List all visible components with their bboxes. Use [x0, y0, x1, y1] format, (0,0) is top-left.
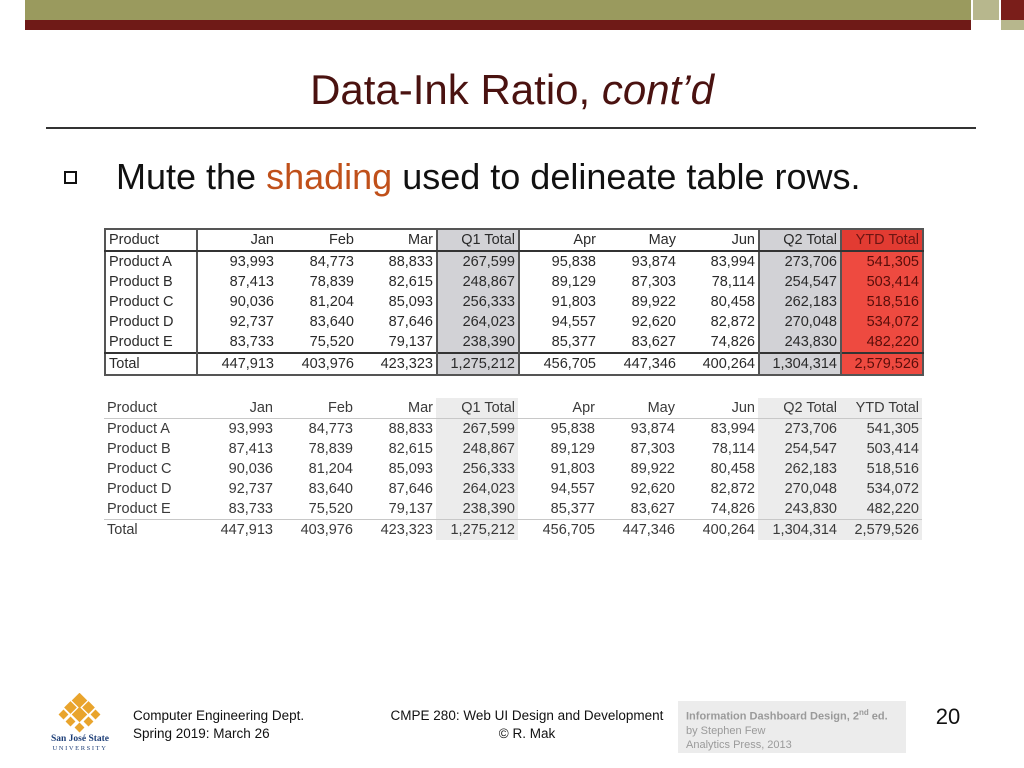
column-header: Jan [196, 398, 276, 419]
table-cell: 482,220 [840, 499, 922, 520]
table-cell: 400,264 [678, 520, 758, 541]
top-bar-square-1 [971, 0, 999, 20]
table-cell: 83,994 [710, 421, 755, 437]
table-cell: 93,874 [630, 421, 675, 437]
table-cell: 89,129 [550, 441, 595, 457]
table-cell: 262,183 [759, 292, 841, 312]
table-cell: 482,220 [841, 332, 923, 353]
table-cell: 256,333 [437, 292, 519, 312]
table-row [104, 479, 922, 499]
table-cell: 243,830 [758, 499, 840, 520]
table-row [105, 251, 923, 272]
table-cell: 83,733 [229, 334, 274, 350]
table-cell: Product E [105, 332, 197, 353]
column-header: Mar [357, 229, 437, 251]
table-cell: 82,872 [679, 312, 759, 332]
table-cell: 503,414 [840, 439, 922, 459]
table-cell: 78,114 [679, 272, 759, 292]
table-cell: 273,706 [758, 419, 840, 440]
table-row [104, 459, 922, 479]
source-title-text: Information Dashboard Design, 2 [686, 710, 859, 723]
table-cell: 83,994 [679, 251, 759, 272]
table-cell: 264,023 [437, 312, 519, 332]
table-cell: Product A [105, 251, 197, 272]
table-cell: 534,072 [840, 479, 922, 499]
column-header: Feb [276, 398, 356, 419]
table-cell: 85,093 [388, 461, 433, 477]
table-cell: 91,803 [550, 461, 595, 477]
top-bar-square-2 [999, 0, 1024, 20]
table-cell: 91,803 [551, 294, 596, 310]
table-cell: 267,599 [437, 251, 519, 272]
table-cell: 447,346 [598, 520, 678, 541]
table-cell: 518,516 [840, 459, 922, 479]
table-cell: Product C [107, 461, 172, 477]
table-total-row [104, 520, 922, 541]
table-cell: 267,599 [436, 419, 518, 440]
table-cell: 84,773 [308, 421, 353, 437]
table-cell: 270,048 [758, 479, 840, 499]
table-cell: 254,547 [759, 272, 841, 292]
table-cell: 83,627 [631, 334, 676, 350]
table-cell: 74,826 [679, 332, 759, 353]
footer-date-line: Spring 2019: March 26 [133, 726, 270, 741]
hollow-square-bullet-icon [64, 171, 77, 184]
table-cell: 456,705 [519, 353, 599, 375]
table-cell: 403,976 [276, 520, 356, 541]
slide-title [0, 64, 1024, 116]
title-italic: cont’d [601, 66, 714, 113]
source-publisher: Analytics Press, 2013 [686, 738, 792, 751]
table-cell: 79,137 [388, 501, 433, 517]
table-cell: 238,390 [437, 332, 519, 353]
table-cell: 74,826 [710, 501, 755, 517]
table-cell: 503,414 [841, 272, 923, 292]
table-cell: 1,275,212 [436, 520, 518, 541]
table-cell: Total [104, 520, 196, 541]
column-header: Q2 Total [758, 398, 840, 419]
column-header: Jan [197, 229, 277, 251]
table-cell: 82,615 [357, 272, 437, 292]
footer-dept-line: Computer Engineering Dept. [133, 708, 305, 723]
table-cell: 85,377 [551, 334, 596, 350]
table-cell: 78,839 [309, 274, 354, 290]
table-row [104, 499, 922, 520]
table-cell: 78,839 [308, 441, 353, 457]
table-cell: 518,516 [841, 292, 923, 312]
table-cell: 83,733 [228, 501, 273, 517]
table-cell: 1,304,314 [758, 520, 840, 541]
table-header-row [105, 229, 923, 251]
column-header: YTD Total [840, 398, 922, 419]
table-cell: 92,737 [229, 314, 274, 330]
table-cell: 83,640 [309, 314, 354, 330]
column-header: Feb [277, 229, 357, 251]
table-cell: 75,520 [308, 501, 353, 517]
table-cell: 81,204 [309, 294, 354, 310]
table-cell: 93,874 [631, 254, 676, 270]
table-cell: 80,458 [710, 461, 755, 477]
table-cell: 87,303 [630, 441, 675, 457]
footer-course [372, 707, 682, 743]
table-cell: Product D [105, 312, 197, 332]
bullet-text-before: Mute the [116, 156, 267, 197]
table-cell: 273,706 [759, 251, 841, 272]
top-bar-square-3 [999, 20, 1024, 30]
column-header: Mar [356, 398, 436, 419]
table-cell: 1,304,314 [759, 353, 841, 375]
table-row [105, 292, 923, 312]
table-row [105, 272, 923, 292]
table-heavy-shading [104, 228, 924, 376]
column-header: Q2 Total [759, 229, 841, 251]
table-cell: 447,913 [197, 353, 277, 375]
table-total-row [105, 353, 923, 375]
table-muted-shading [104, 398, 922, 540]
table-cell: Product A [107, 421, 170, 437]
footer-course-line: CMPE 280: Web UI Design and Development [390, 708, 664, 723]
table-cell: 90,036 [228, 461, 273, 477]
table-cell: 248,867 [436, 439, 518, 459]
table-cell: 87,646 [388, 481, 433, 497]
table-cell: Product C [105, 292, 197, 312]
column-header: May [598, 398, 678, 419]
column-header: Apr [518, 398, 598, 419]
table-cell: 256,333 [436, 459, 518, 479]
footer-source-box [678, 701, 906, 753]
column-header: Jun [679, 229, 759, 251]
table-cell: 82,872 [710, 481, 755, 497]
footer-author-line: © R. Mak [498, 726, 556, 741]
logo-text-top: San José State [50, 734, 110, 744]
table-cell: 95,838 [551, 254, 596, 270]
source-edition-suffix: ed. [868, 710, 888, 723]
table-row [105, 312, 923, 332]
column-header: YTD Total [841, 229, 923, 251]
source-edition-sup: nd [858, 708, 869, 717]
table-cell: 83,640 [308, 481, 353, 497]
table-cell: 88,833 [357, 251, 437, 272]
table-cell: 92,737 [228, 481, 273, 497]
table-cell: 262,183 [758, 459, 840, 479]
table-cell: 94,557 [551, 314, 596, 330]
table-cell: 87,413 [229, 274, 274, 290]
table-cell: 79,137 [357, 332, 437, 353]
table-cell: 83,627 [630, 501, 675, 517]
bullet-text [116, 152, 861, 202]
table-cell: Product D [107, 481, 172, 497]
table-cell: 89,922 [631, 294, 676, 310]
table-cell: 81,204 [308, 461, 353, 477]
table-cell: 92,620 [630, 481, 675, 497]
table-header-row [104, 398, 922, 419]
table-cell: 78,114 [711, 441, 755, 457]
table-cell: 423,323 [357, 353, 437, 375]
table-cell: 89,129 [551, 274, 596, 290]
top-bar-olive [25, 0, 971, 20]
table-cell: 238,390 [436, 499, 518, 520]
column-header: Q1 Total [437, 229, 519, 251]
table-cell: 447,913 [196, 520, 276, 541]
table-row [104, 439, 922, 459]
table-cell: 248,867 [437, 272, 519, 292]
bullet-text-after: used to delineate table rows. [392, 156, 861, 197]
table-cell: 2,579,526 [840, 520, 922, 541]
logo-text-bottom: UNIVERSITY [52, 745, 108, 751]
column-header: Jun [678, 398, 758, 419]
table-row [104, 419, 922, 440]
top-bar-maroon [25, 20, 971, 30]
table-cell: 423,323 [356, 520, 436, 541]
column-header: Product [105, 229, 197, 251]
table-cell: Product E [107, 501, 171, 517]
bullet-highlight: shading [266, 156, 393, 197]
column-header: Apr [519, 229, 599, 251]
table-cell: 87,646 [357, 312, 437, 332]
column-header: Product [104, 398, 196, 419]
table-cell: Product B [105, 272, 197, 292]
table-cell: 534,072 [841, 312, 923, 332]
table-cell: 254,547 [758, 439, 840, 459]
table-cell: 243,830 [759, 332, 841, 353]
table-cell: 447,346 [599, 353, 679, 375]
table-cell: 75,520 [309, 334, 354, 350]
table-cell: 93,993 [229, 254, 274, 270]
table-cell: 87,413 [228, 441, 273, 457]
table-cell: 84,773 [309, 254, 354, 270]
table-cell: 90,036 [229, 294, 274, 310]
table-cell: Product B [107, 441, 171, 457]
table-cell: 85,093 [357, 292, 437, 312]
table-cell: 541,305 [841, 251, 923, 272]
table-cell: Total [105, 353, 197, 375]
table-cell: 94,557 [550, 481, 595, 497]
table-cell: 85,377 [550, 501, 595, 517]
table-cell: 456,705 [518, 520, 598, 541]
table-cell: 87,303 [631, 274, 676, 290]
source-author: by Stephen Few [686, 724, 766, 737]
top-decorative-bar [25, 0, 1023, 30]
title-divider [46, 127, 976, 129]
table-cell: 89,922 [630, 461, 675, 477]
table-cell: 80,458 [679, 292, 759, 312]
footer-department [133, 707, 304, 743]
column-header: Q1 Total [436, 398, 518, 419]
table-cell: 403,976 [277, 353, 357, 375]
source-title [686, 706, 898, 724]
table-cell: 88,833 [388, 421, 433, 437]
table-cell: 92,620 [631, 314, 676, 330]
table-cell: 1,275,212 [437, 353, 519, 375]
page-number: 20 [935, 704, 961, 729]
table-cell: 541,305 [840, 419, 922, 440]
table-cell: 400,264 [679, 353, 759, 375]
table-cell: 2,579,526 [841, 353, 923, 375]
table-row [105, 332, 923, 353]
table-cell: 93,993 [228, 421, 273, 437]
table-cell: 82,615 [388, 441, 433, 457]
table-cell: 270,048 [759, 312, 841, 332]
table-cell: 95,838 [550, 421, 595, 437]
table-cell: 264,023 [436, 479, 518, 499]
sjsu-logo [46, 693, 114, 751]
column-header: May [599, 229, 679, 251]
title-main: Data-Ink Ratio, [310, 66, 602, 113]
